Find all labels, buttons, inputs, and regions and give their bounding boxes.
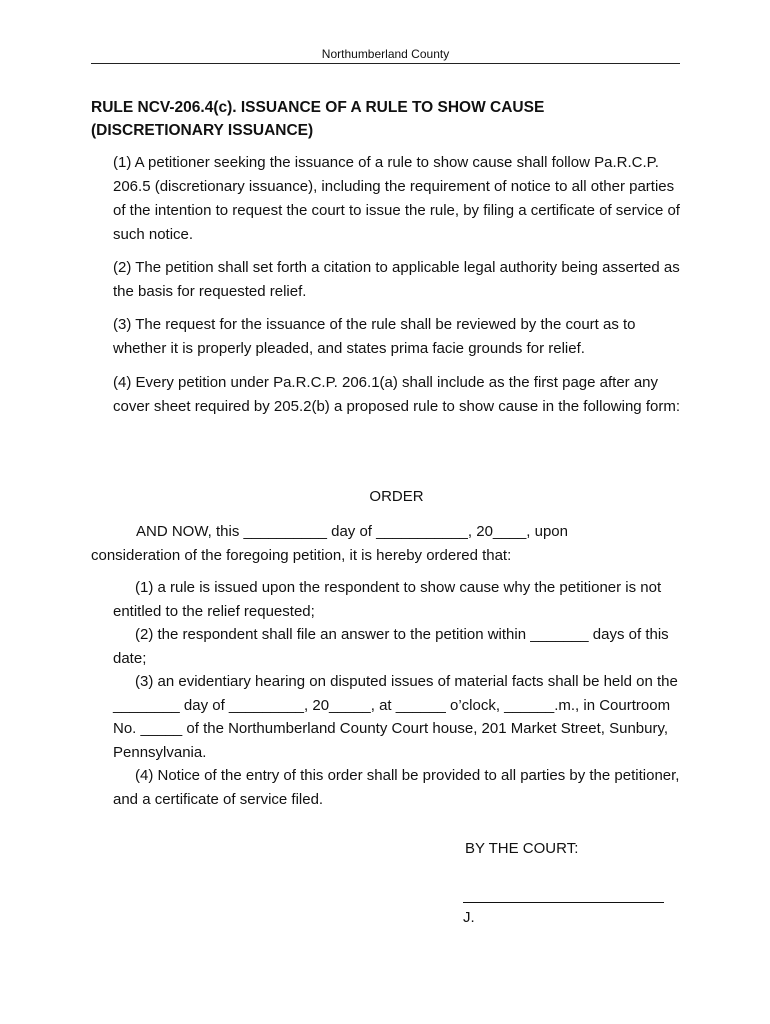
- judge-suffix: J.: [463, 909, 475, 926]
- order-intro: [91, 520, 691, 568]
- order-heading: ORDER: [369, 488, 424, 505]
- order-item-2: (2) the respondent shall file an answer to the petition within _______ days of this date;: [113, 626, 669, 667]
- order-item-1: (1) a rule is issued upon the respondent to show cause why the petitioner is not entitled to the relief requested;: [113, 579, 662, 620]
- order-item-3: (3) an evidentiary hearing on disputed issues of material facts shall be held on the ________ day of _________, 20_____, at ______ o’clock, ______.m., in Courtroom No. _____ of the Northumberland County Court house, 201 Market Street, Sunbury, Pennsylvania.: [113, 673, 678, 761]
- rule-paragraph-2: (2) The petition shall set forth a citation to applicable legal authority being asserted as the basis for requested relief.: [113, 259, 680, 300]
- rule-paragraph-3: (3) The request for the issuance of the rule shall be reviewed by the court as to whether it is properly pleaded, and states prima facie grounds for relief.: [113, 316, 636, 357]
- by-the-court-label: BY THE COURT:: [465, 840, 579, 857]
- signature-line: [463, 902, 664, 903]
- order-intro-line-2: consideration of the foregoing petition, it is hereby ordered that:: [91, 547, 512, 564]
- rule-title: RULE NCV-206.4(c). ISSUANCE OF A RULE TO SHOW CAUSE (DISCRETIONARY ISSUANCE): [91, 99, 545, 139]
- document-header: [91, 47, 680, 64]
- rule-paragraph-4: (4) Every petition under Pa.R.C.P. 206.1(a) shall include as the first page after any cover sheet required by 205.2(b) a proposed rule to show cause in the following form:: [113, 374, 680, 415]
- county-name: Northumberland County: [321, 47, 450, 61]
- order-item-4: (4) Notice of the entry of this order shall be provided to all parties by the petitioner, and a certificate of service filed.: [113, 767, 680, 808]
- order-intro-line-1: AND NOW, this __________ day of ___________, 20____, upon: [136, 523, 568, 540]
- rule-paragraph-1: (1) A petitioner seeking the issuance of a rule to show cause shall follow Pa.R.C.P. 206.5 (discretionary issuance), including the requirement of notice to all other parties of the intention to request the court to issue the rule, by filing a certificate of service of such notice.: [113, 154, 680, 243]
- order-items: [113, 576, 688, 811]
